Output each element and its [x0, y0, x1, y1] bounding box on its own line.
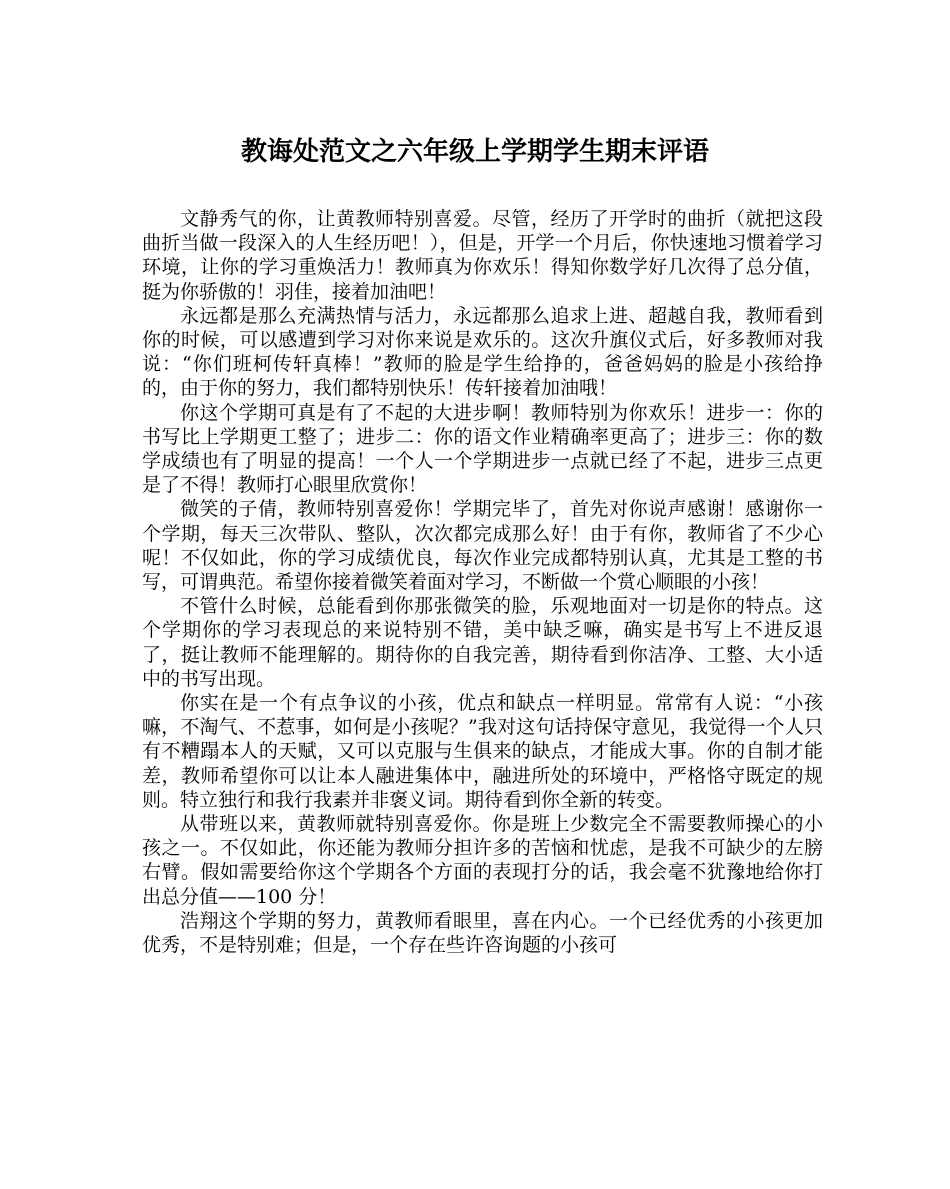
document-title: 教诲处范文之六年级上学期学生期末评语 [240, 137, 709, 167]
paragraph: 你这个学期可真是有了不起的大进步啊！教师特别为你欢乐！进步一：你的书写比上学期更工整了；进步二：你的语文作业精确率更高了；进步三：你的数学成绩也有了明显的提高！一个人一个学期进步一点就已经了不起，进步三点更是了不得！教师打心眼里欣赏你！ [142, 401, 823, 497]
paragraph: 文静秀气的你，让黄教师特别喜爱。尽管，经历了开学时的曲折（就把这段曲折当做一段深入的人生经历吧！），但是，开学一个月后，你快速地习惯着学习环境，让你的学习重焕活力！教师真为你欢乐！得知你数学好几次得了总分值，挺为你骄傲的！羽佳，接着加油吧！ [142, 208, 823, 303]
document-body [142, 207, 823, 957]
paragraph: 你实在是一个有点争议的小孩，优点和缺点一样明显。常常有人说：“小孩嘛，不淘气、不惹事，如何是小孩呢？”我对这句话持保守意见，我觉得一个人只有不糟蹋本人的天赋，又可以克服与生俱来的缺点，才能成大事。你的自制才能差，教师希望你可以让本人融进集体中，融进所处的环境中，严格恪守既定的规则。特立独行和我行我素并非褒义词。期待看到你全新的转变。 [142, 692, 823, 811]
paragraph: 浩翔这个学期的努力，黄教师看眼里，喜在内心。一个已经优秀的小孩更加优秀，不是特别难；但是，一个存在些许咨询题的小孩可 [142, 909, 823, 957]
paragraph: 微笑的子倩，教师特别喜爱你！学期完毕了，首先对你说声感谢！感谢你一个学期，每天三次带队、整队，次次都完成那么好！由于有你，教师省了不少心呢！不仅如此，你的学习成绩优良，每次作业完成都特别认真，尤其是工整的书写，可谓典范。希望你接着微笑着面对学习，不断做一个赏心顺眼的小孩！ [142, 498, 823, 594]
paragraph: 永远都是那么充满热情与活力，永远都那么追求上进、超越自我，教师看到你的时候，可以感遭到学习对你来说是欢乐的。这次升旗仪式后，好多教师对我说：“你们班柯传轩真棒！”教师的脸是学生给挣的，爸爸妈妈的脸是小孩给挣的，由于你的努力，我们都特别快乐！传轩接着加油哦！ [142, 304, 823, 400]
paragraph: 不管什么时候，总能看到你那张微笑的脸，乐观地面对一切是你的特点。这个学期你的学习表现总的来说特别不错，美中缺乏嘛，确实是书写上不进反退了，挺让教师不能理解的。期待你的自我完善，期待看到你洁净、工整、大小适中的书写出现。 [142, 595, 823, 690]
paragraph: 从带班以来，黄教师就特别喜爱你。你是班上少数完全不需要教师操心的小孩之一。不仅如此，你还能为教师分担许多的苦恼和忧虑，是我不可缺少的左膀右臂。假如需要给你这个学期各个方面的表现打分的话，我会毫不犹豫地给你打出总分值——100 分！ [142, 813, 823, 908]
